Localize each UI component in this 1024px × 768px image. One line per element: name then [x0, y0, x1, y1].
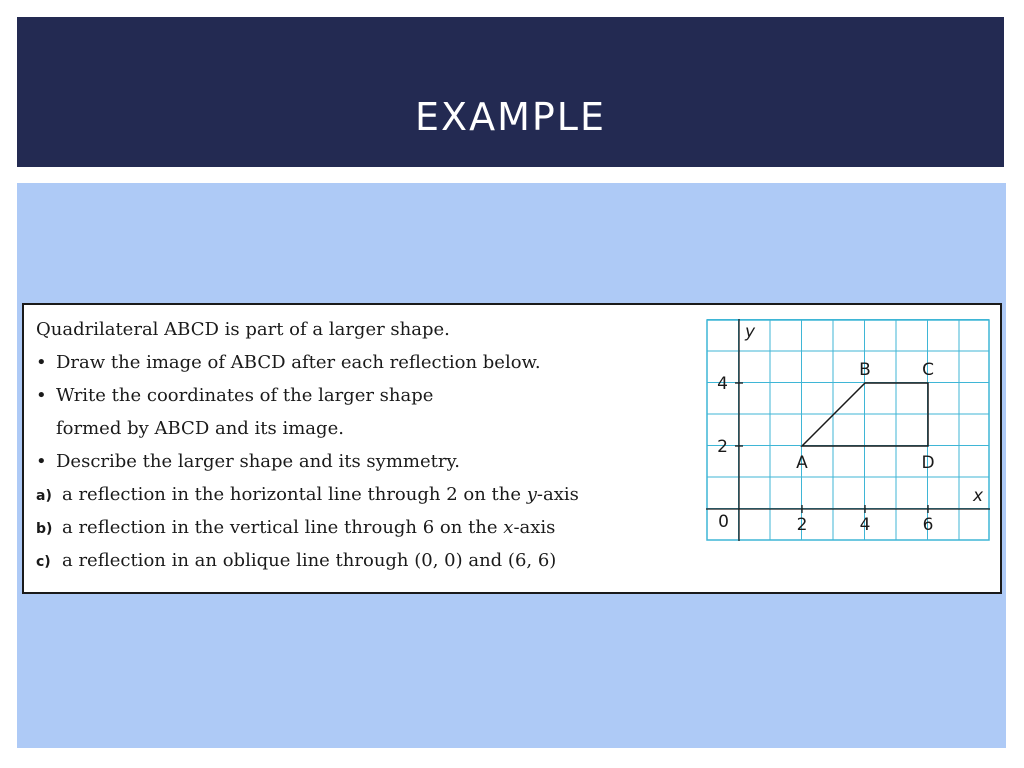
y-tick-label: 4	[717, 374, 728, 394]
part-b-text: a reflection in the vertical line through 6 on the	[62, 517, 504, 538]
bullet-3	[36, 451, 460, 473]
part-a-label: a)	[36, 488, 52, 504]
vertex-label-c: C	[922, 360, 934, 380]
bullet-2-text: Write the coordinates of the larger shape	[56, 385, 434, 406]
origin-label: 0	[718, 512, 729, 532]
part-a-text: a reflection in the horizontal line through 2 on the	[62, 484, 527, 505]
part-b-text-end: -axis	[513, 517, 556, 538]
part-c-label: c)	[36, 554, 51, 570]
problem-intro: Quadrilateral ABCD is part of a larger shape.	[36, 319, 450, 340]
example-box	[22, 303, 1002, 594]
bullet-symbol: •	[36, 352, 47, 373]
slide-title: EXAMPLE	[415, 95, 606, 139]
x-axis-label: x	[972, 486, 984, 506]
x-tick-label: 6	[922, 515, 934, 535]
part-b-axis-var: x	[503, 517, 514, 538]
grid-border	[707, 320, 989, 540]
bullet-1	[36, 352, 541, 374]
x-tick-label: 4	[859, 515, 871, 535]
part-a-axis-var: y	[526, 484, 537, 505]
bullet-2	[36, 385, 433, 407]
bullet-2-continuation: formed by ABCD and its image.	[56, 418, 344, 439]
part-b	[36, 517, 555, 540]
title-band	[17, 17, 1004, 167]
vertex-label-a: A	[796, 453, 808, 473]
bullet-symbol: •	[36, 385, 47, 406]
y-tick-label: 2	[717, 437, 728, 457]
part-a-text-end: -axis	[536, 484, 579, 505]
part-c-text: a reflection in an oblique line through (0, 0) and (6, 6)	[62, 550, 557, 571]
vertex-label-b: B	[859, 360, 871, 380]
x-tick-label: 2	[796, 515, 808, 535]
coordinate-grid	[706, 319, 990, 541]
part-c	[36, 550, 556, 573]
part-b-label: b)	[36, 521, 53, 537]
y-axis-label: y	[744, 322, 756, 342]
part-a	[36, 484, 579, 507]
bullet-1-text: Draw the image of ABCD after each reflection below.	[56, 352, 541, 373]
bullet-3-text: Describe the larger shape and its symmetry.	[56, 451, 460, 472]
vertex-label-d: D	[921, 453, 935, 473]
bullet-symbol: •	[36, 451, 47, 472]
